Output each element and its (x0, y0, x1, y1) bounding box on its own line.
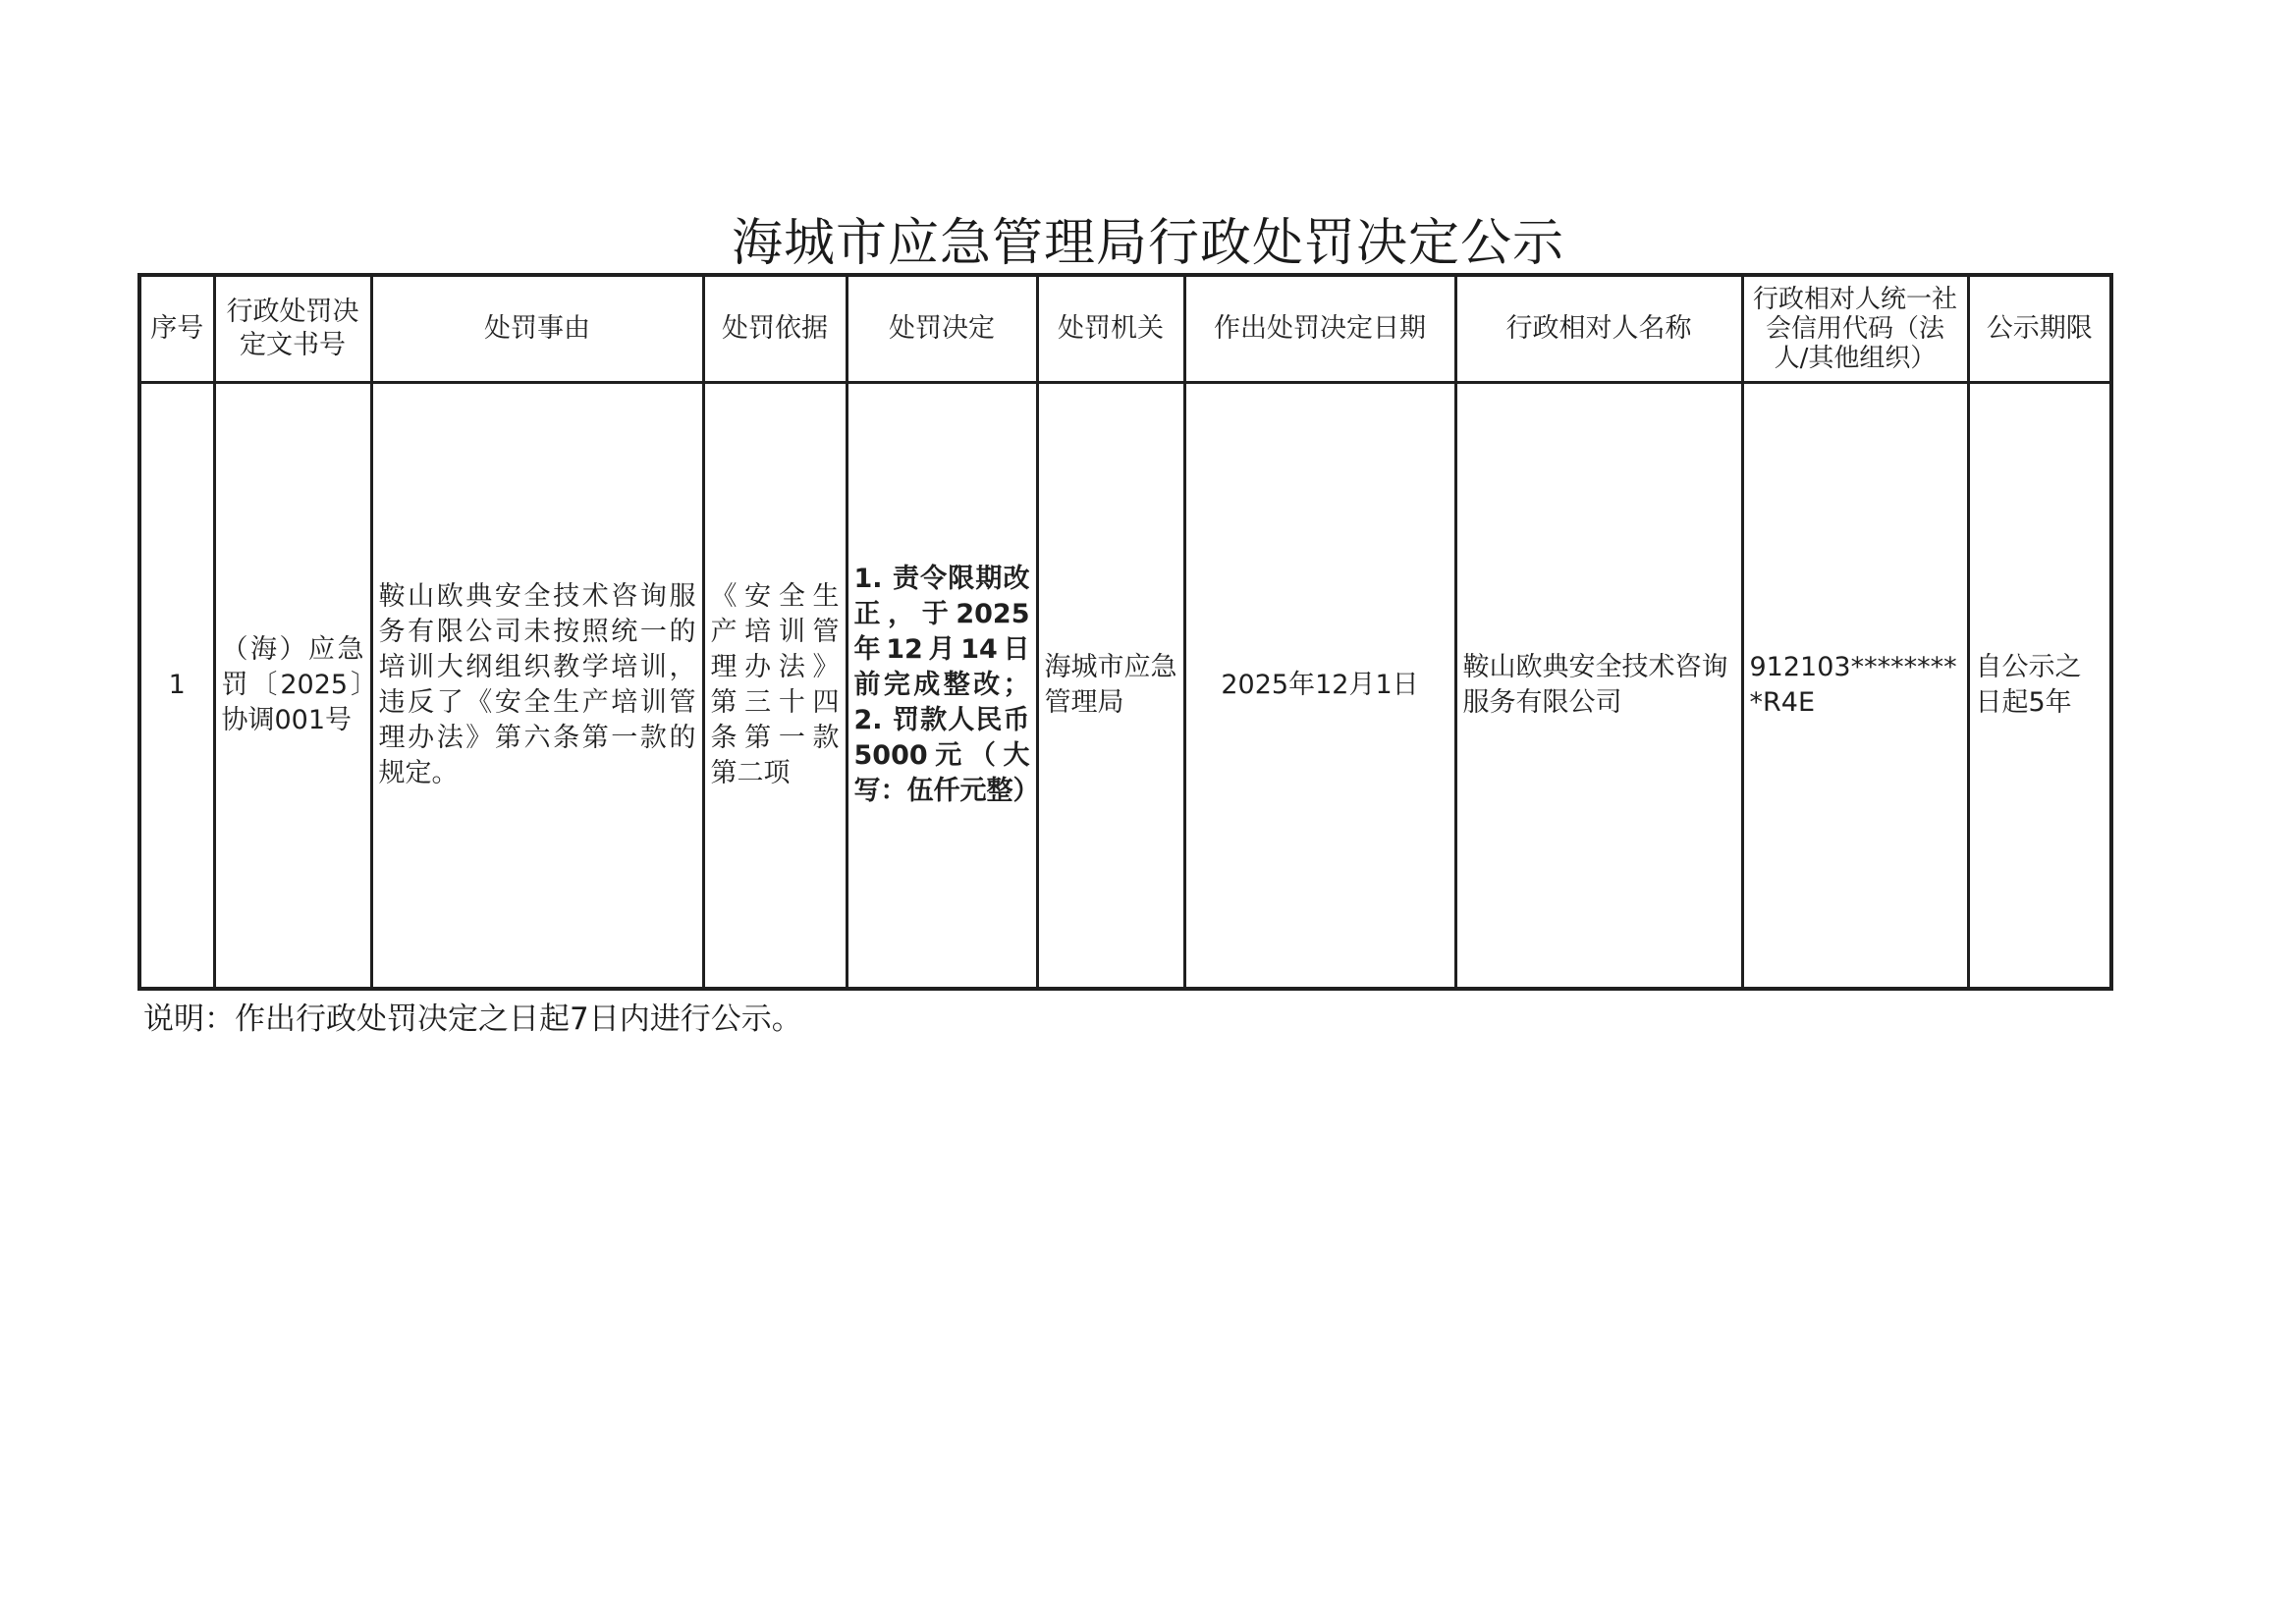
header-doc-number: 行政处罚决定文书号 (214, 275, 371, 383)
header-authority: 处罚机关 (1037, 275, 1184, 383)
header-date: 作出处罚决定日期 (1184, 275, 1455, 383)
penalty-notice-table (137, 273, 2113, 991)
cell-doc-number: （海）应急罚〔2025〕协调001号 (214, 383, 371, 990)
header-period: 公示期限 (1968, 275, 2111, 383)
cell-basis: 《安全生产培训管理办法》第三十四条第一款第二项 (703, 383, 847, 990)
table-header-row (139, 275, 2111, 383)
cell-authority: 海城市应急管理局 (1037, 383, 1184, 990)
footnote: 说明：作出行政处罚决定之日起7日内进行公示。 (143, 1001, 802, 1037)
table-row (139, 383, 2111, 990)
header-basis: 处罚依据 (703, 275, 847, 383)
cell-reason: 鞍山欧典安全技术咨询服务有限公司未按照统一的培训大纲组织教学培训，违反了《安全生产培训管理办法》第六条第一款的规定。 (371, 383, 703, 990)
cell-decision: 1. 责令限期改正，于2025年12月14日前完成整改；2. 罚款人民币5000元（大写：伍仟元整） (847, 383, 1037, 990)
header-decision: 处罚决定 (847, 275, 1037, 383)
header-credit-code: 行政相对人统一社会信用代码（法人/其他组织） (1742, 275, 1968, 383)
cell-party-name: 鞍山欧典安全技术咨询服务有限公司 (1455, 383, 1742, 990)
cell-credit-code: 912103*********R4E (1742, 383, 1968, 990)
header-reason: 处罚事由 (371, 275, 703, 383)
cell-period: 自公示之日起5年 (1968, 383, 2111, 990)
header-serial: 序号 (139, 275, 214, 383)
cell-date: 2025年12月1日 (1184, 383, 1455, 990)
header-party-name: 行政相对人名称 (1455, 275, 1742, 383)
cell-serial: 1 (139, 383, 214, 990)
page-title: 海城市应急管理局行政处罚决定公示 (731, 214, 1564, 273)
